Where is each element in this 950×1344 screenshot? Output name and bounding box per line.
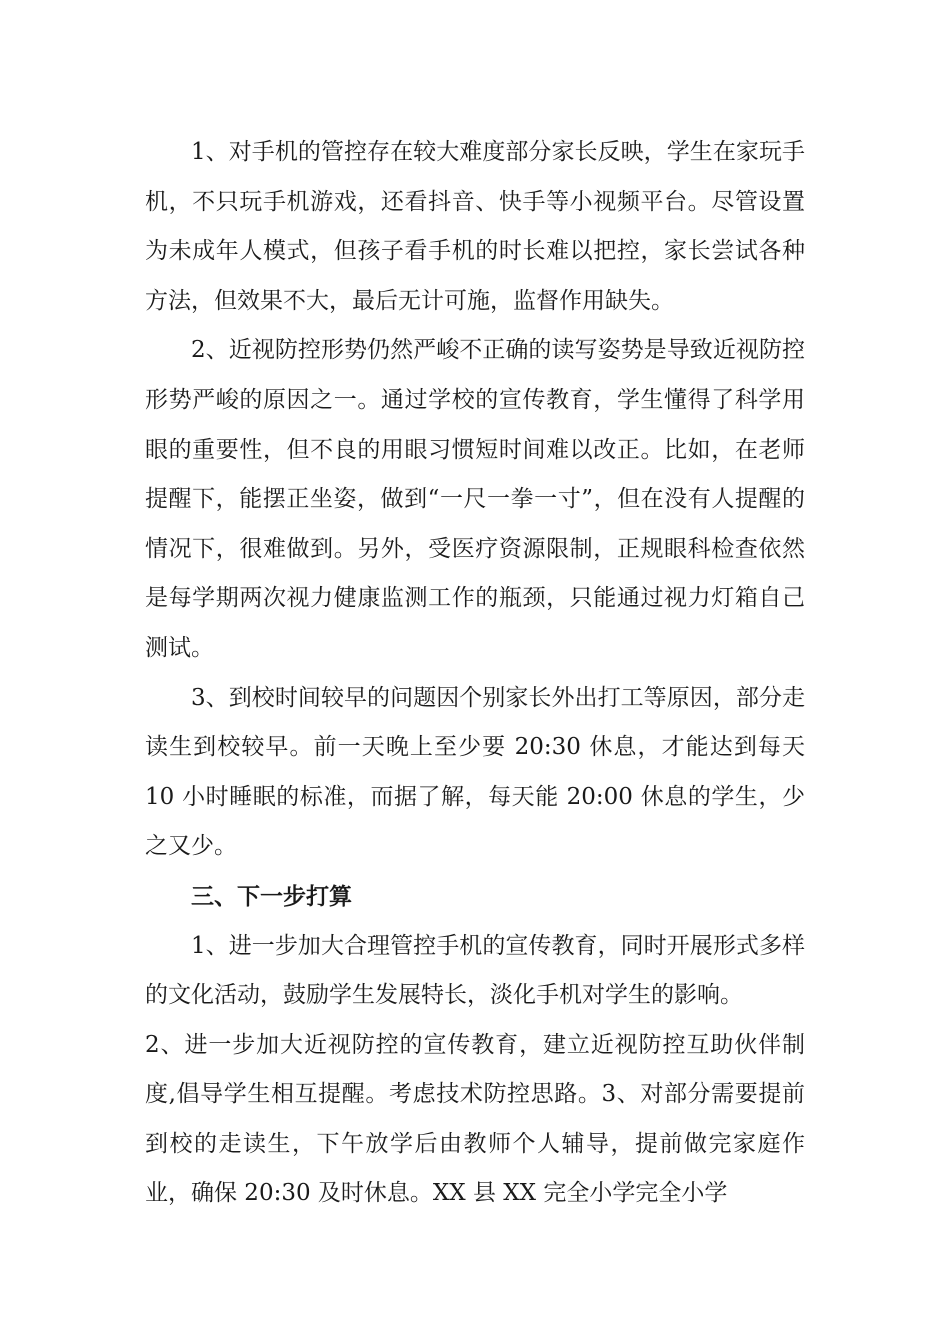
document-body [145,128,805,1219]
paragraph-phone-control: 1、对手机的管控存在较大难度部分家长反映，学生在家玩手机，不只玩手机游戏，还看抖音、快手等小视频平台。尽管设置为未成年人模式，但孩子看手机的时长难以把控，家长尝试各种方法，但效果不大，最后无计可施，监督作用缺失。 [145,139,805,314]
paragraph-early-arrival: 3、到校时间较早的问题因个别家长外出打工等原因，部分走读生到校较早。前一天晚上至少要 20:30 休息，才能达到每天 10 小时睡眠的标准，而据了解，每天能 20:00 休息的学生，少之又少。 [145,684,805,860]
paragraph-plan-myopia-and-homework: 2、进一步加大近视防控的宣传教育，建立近视防控互助伙伴制度,倡导学生相互提醒。考虑技术防控思路。3、对部分需要提前到校的走读生，下午放学后由教师个人辅导，提前做完家庭作业，确保 20:30 及时休息。XX 县 XX 完全小学完全小学 [145,1031,805,1207]
section-heading-next-steps: 三、下一步打算 [191,882,352,910]
paragraph-plan-phone: 1、进一步加大合理管控手机的宣传教育，同时开展形式多样的文化活动，鼓励学生发展特长，淡化手机对学生的影响。 [145,932,805,1009]
paragraph-myopia-control: 2、近视防控形势仍然严峻不正确的读写姿势是导致近视防控形势严峻的原因之一。通过学校的宣传教育，学生懂得了科学用眼的重要性，但不良的用眼习惯短时间难以改正。比如，在老师提醒下，能摆正坐姿，做到“一尺一拳一寸”，但在没有人提醒的情况下，很难做到。另外，受医疗资源限制，正规眼科检查依然是每学期两次视力健康监测工作的瓶颈，只能通过视力灯箱自己测试。 [145,337,805,661]
